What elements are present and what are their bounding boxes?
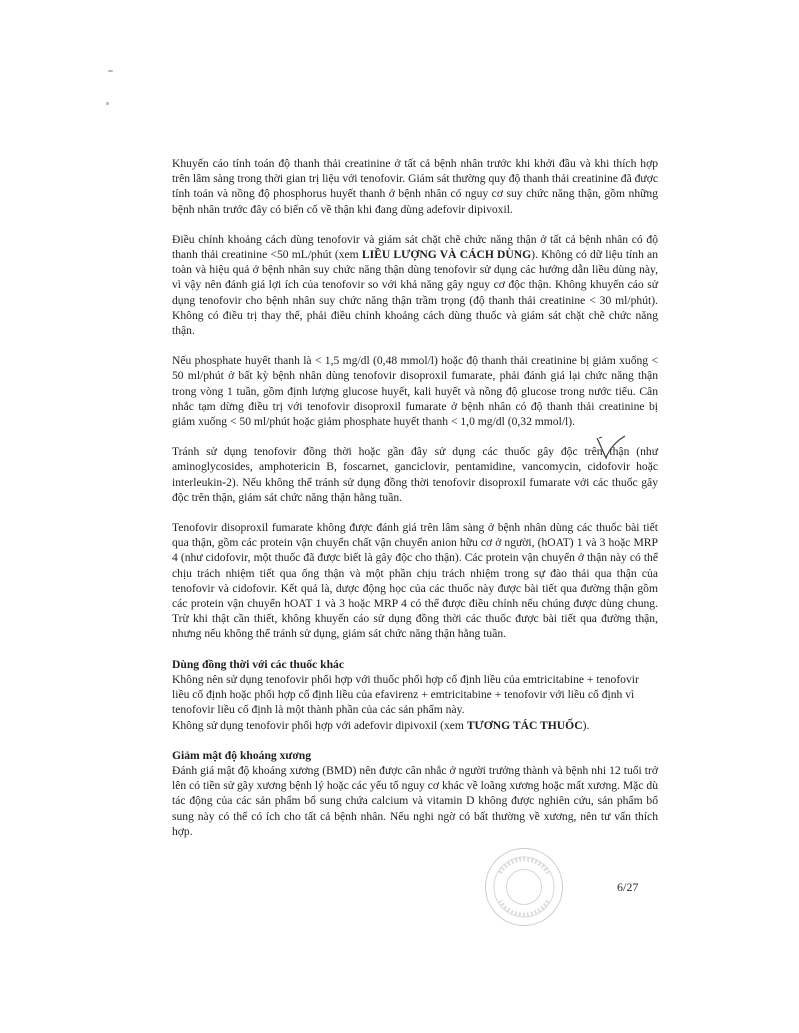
paragraph-bone-density: Đánh giá mật độ khoáng xương (BMD) nên được cân nhắc ở người trưởng thành và bệnh nhi 12 tuổi trở lên có tiền sử gãy xương bệnh lý hoặc các yếu tố nguy cơ khác về loãng xương hoặc mất xương. Mặc dù tác động của các sản phẩm bổ sung chứa calcium và vitamin D không được nghiên cứu, sản phẩm bổ sung này có thể có ích cho tất cả bệnh nhân. Nếu nghi ngờ có bất thường về xương, nên tư vấn thích hợp. xyxy=(172,763,658,838)
paragraph-phosphate: Nếu phosphate huyết thanh là < 1,5 mg/dl (0,48 mmol/l) hoặc độ thanh thải creatinine bị giảm xuống < 50 ml/phút ở bất kỳ bệnh nhân dùng tenofovir disoproxil fumarate, phải đánh giá lại chức năng thận trong vòng 1 tuần, gồm định lượng glucose huyết, kali huyết và nồng độ glucose trong nước tiểu. Cân nhắc tạm dừng điều trị với tenofovir disoproxil fumarate ở bệnh nhân có độ thanh thải creatinine bị giảm xuống < 50 ml/phút hoặc giảm phosphate huyết thanh < 1,0 mg/dl (0,32 mmol/l). xyxy=(172,354,658,429)
paragraph-concomitant-use: Không nên sử dụng tenofovir phối hợp với thuốc phối hợp cố định liều của emtricitabine + tenofovir liều cố định hoặc phối hợp cố định liều của efavirenz + emtricitabine + tenofovir với liều cố định vì tenofovir liều cố định là một thành phần của các sản phẩm này. xyxy=(172,672,639,717)
paragraph-renal-transport: Tenofovir disoproxil fumarate không được đánh giá trên lâm sàng ở bệnh nhân dùng các thuốc bài tiết qua thận, gồm các protein vận chuyển chất vận chuyển anion hữu cơ ở người, (hOAT) 1 và 3 hoặc MRP 4 (như cidofovir, một thuốc đã được biết là gây độc cho thận). Các protein vận chuyển ở thận này có thể chịu trách nhiệm tiết qua ống thận và một phần chịu trách nhiệm trong sự đào thải qua thận của tenofovir và cidofovir. Kết quả là, dược động học của các thuốc này được bài tiết qua đường thận gồm các protein vận chuyển hOAT 1 và 3 hoặc MRP 4 có thể được điều chỉnh nếu chúng được dùng chung. Trừ khi thật cần thiết, không khuyến cáo sử dụng đồng thời các thuốc được bài tiết qua đường thận, nhưng nếu không thể tránh sử dụng, giám sát chức năng thận hằng tuần. xyxy=(172,521,658,641)
document-body xyxy=(172,156,658,839)
paragraph-adefovir: Không sử dụng tenofovir phối hợp với adefovir dipivoxil (xem TƯƠNG TÁC THUỐC). xyxy=(172,718,590,732)
paragraph-dose-adjustment: Điều chỉnh khoảng cách dùng tenofovir và giám sát chặt chẽ chức năng thận ở tất cả bệnh nhân có độ thanh thải creatinine <50 mL/phút (xem LIỀU LƯỢNG VÀ CÁCH DÙNG). Không có dữ liệu tính an toàn và hiệu quả ở bệnh nhân suy chức năng thận dùng tenofovir sử dụng các hướng dẫn liều dùng này, vì vậy nên đánh giá lợi ích của tenofovir so với khả năng gây nguy cơ độc thận. Không khuyến cáo sử dụng tenofovir cho bệnh nhân suy chức năng thận trầm trọng (độ thanh thải creatinine < 30 ml/phút). Không có điều trị thay thế, phải điều chỉnh khoảng cách dùng thuốc và giám sát chặt chẽ chức năng thận. xyxy=(172,232,658,338)
scan-mark xyxy=(106,102,109,105)
company-seal xyxy=(485,848,563,926)
heading-concomitant-use: Dùng đồng thời với các thuốc khác xyxy=(172,657,344,671)
paragraph-nephrotoxic: Tránh sử dụng tenofovir đồng thời hoặc gần đây sử dụng các thuốc gây độc trên thận (như aminoglycosides, amphotericin B, foscarnet, ganciclovir, pentamidine, vancomycin, cidofovir hoặc interleukin-2). Nếu không thể tránh sử dụng đồng thời tenofovir disoproxil fumarate với các thuốc gây độc trên thận, giám sát chức năng thận hằng tuần. xyxy=(172,445,658,504)
handwritten-signature xyxy=(594,434,628,469)
paragraph-creatinine-clearance: Khuyến cáo tính toán độ thanh thải creatinine ở tất cả bệnh nhân trước khi khởi đầu và khi thích hợp trên lâm sàng trong thời gian trị liệu với tenofovir. Giám sát thường quy độ thanh thải creatinine đã được tính toán và nồng độ phosphorus huyết thanh ở bệnh nhân có nguy cơ suy chức năng thận, gồm những bệnh nhân trước đây có biến cố về thận khi đang dùng adefovir dipivoxil. xyxy=(172,157,658,216)
page-number: 6/27 xyxy=(617,880,639,894)
cross-reference-interactions: TƯƠNG TÁC THUỐC xyxy=(466,718,583,732)
heading-bone-density: Giảm mật độ khoáng xương xyxy=(172,748,312,762)
scan-mark xyxy=(108,70,113,72)
cross-reference-dosage: LIỀU LƯỢNG VÀ CÁCH DÙNG xyxy=(361,248,532,262)
